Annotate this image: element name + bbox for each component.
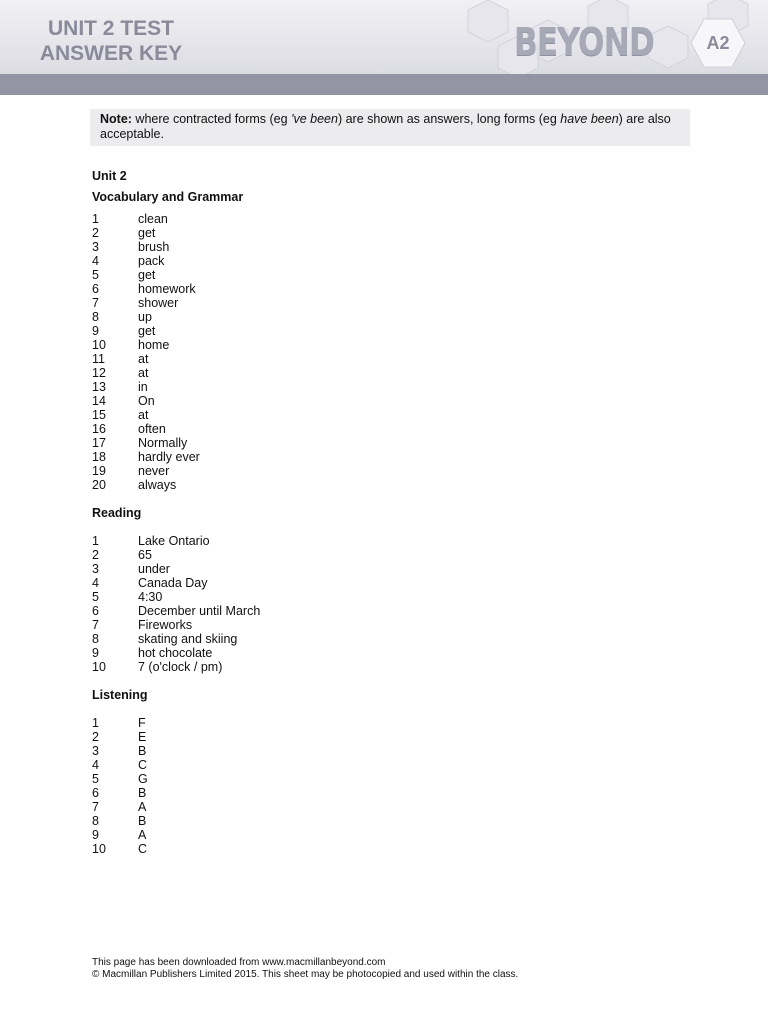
section-listening xyxy=(92,688,692,856)
answer-text: at xyxy=(138,366,149,380)
answer-text: under xyxy=(138,562,170,576)
footer-copyright: © Macmillan Publishers Limited 2015. This sheet may be photocopied and used within the class. xyxy=(92,969,519,980)
answer-number: 4 xyxy=(92,758,99,772)
page-footer xyxy=(92,957,518,981)
answer-row xyxy=(92,212,692,226)
answer-number: 5 xyxy=(92,772,99,786)
answer-number: 18 xyxy=(92,450,106,464)
answer-row xyxy=(92,758,692,772)
answer-text: Lake Ontario xyxy=(138,534,210,548)
answer-number: 2 xyxy=(92,226,99,240)
answer-number: 3 xyxy=(92,240,99,254)
answer-row xyxy=(92,716,692,730)
answer-text: 7 (o'clock / pm) xyxy=(138,660,223,674)
answer-row xyxy=(92,240,692,254)
answer-text: Fireworks xyxy=(138,618,193,632)
unit-heading: Unit 2 xyxy=(92,169,127,183)
answer-number: 9 xyxy=(92,828,99,842)
answer-text: brush xyxy=(138,240,170,254)
answer-text: On xyxy=(138,394,155,408)
level-badge: A2 xyxy=(706,33,730,53)
answer-row xyxy=(92,408,692,422)
answer-row xyxy=(92,296,692,310)
answer-row xyxy=(92,842,692,856)
answer-text: get xyxy=(138,268,156,282)
answer-number: 11 xyxy=(92,352,105,366)
answer-row xyxy=(92,814,692,828)
answer-number: 7 xyxy=(92,618,99,632)
answer-number: 13 xyxy=(92,380,106,394)
answer-number: 7 xyxy=(92,296,99,310)
note-text-3: ) are also acceptable. xyxy=(100,112,671,141)
answer-number: 19 xyxy=(92,464,106,478)
answer-number: 2 xyxy=(92,730,99,744)
answer-row xyxy=(92,548,692,562)
answer-text: G xyxy=(138,772,148,786)
answer-row xyxy=(92,786,692,800)
answer-text: shower xyxy=(138,296,179,310)
answer-text: B xyxy=(138,786,147,800)
answer-text: December until March xyxy=(138,604,261,618)
answer-text: E xyxy=(138,730,147,744)
answer-text: skating and skiing xyxy=(138,632,238,646)
title-line-1: UNIT 2 TEST xyxy=(47,17,174,40)
answer-number: 4 xyxy=(92,576,99,590)
answer-text: at xyxy=(138,408,149,422)
answer-number: 15 xyxy=(92,408,106,422)
answer-text: hot chocolate xyxy=(138,646,213,660)
answer-number: 8 xyxy=(92,814,99,828)
answer-text: get xyxy=(138,324,156,338)
answer-row xyxy=(92,310,692,324)
answer-key xyxy=(92,169,692,856)
answer-number: 6 xyxy=(92,786,99,800)
answer-row xyxy=(92,562,692,576)
answer-text: home xyxy=(138,338,170,352)
answer-row xyxy=(92,282,692,296)
answer-number: 1 xyxy=(92,534,99,548)
answer-text: A xyxy=(138,800,147,814)
answer-number: 12 xyxy=(92,366,106,380)
answer-text: clean xyxy=(138,212,168,226)
answer-text: pack xyxy=(138,254,165,268)
answer-text: at xyxy=(138,352,149,366)
answer-row xyxy=(92,772,692,786)
answer-number: 6 xyxy=(92,604,99,618)
answer-number: 7 xyxy=(92,800,99,814)
answer-row xyxy=(92,828,692,842)
note-example-1: 've been xyxy=(291,112,338,126)
answer-number: 10 xyxy=(92,842,106,856)
answer-row xyxy=(92,436,692,450)
answer-number: 10 xyxy=(92,660,106,674)
page-header xyxy=(0,0,768,74)
header-band xyxy=(0,74,768,95)
answer-row xyxy=(92,800,692,814)
answer-row xyxy=(92,646,692,660)
answer-row xyxy=(92,632,692,646)
answer-row xyxy=(92,534,692,548)
answer-number: 4 xyxy=(92,254,99,268)
answer-number: 6 xyxy=(92,282,99,296)
answer-number: 3 xyxy=(92,744,99,758)
answer-row xyxy=(92,576,692,590)
answer-row xyxy=(92,618,692,632)
answer-row xyxy=(92,660,692,674)
answer-text: C xyxy=(138,758,148,772)
section-title: Reading xyxy=(92,506,142,520)
section-title: Listening xyxy=(92,688,148,702)
answer-row xyxy=(92,268,692,282)
answer-number: 9 xyxy=(92,324,99,338)
answer-number: 2 xyxy=(92,548,99,562)
answer-text: homework xyxy=(138,282,196,296)
answer-row xyxy=(92,590,692,604)
answer-row xyxy=(92,450,692,464)
answer-row xyxy=(92,604,692,618)
answer-row xyxy=(92,380,692,394)
answer-number: 17 xyxy=(92,436,106,450)
answer-text: up xyxy=(138,310,152,324)
answer-number: 5 xyxy=(92,590,99,604)
answer-row xyxy=(92,478,692,492)
answer-number: 9 xyxy=(92,646,99,660)
answer-number: 5 xyxy=(92,268,99,282)
answer-row xyxy=(92,254,692,268)
answer-text: 65 xyxy=(138,548,152,562)
note-box xyxy=(90,109,690,146)
answer-number: 8 xyxy=(92,310,99,324)
answer-row xyxy=(92,324,692,338)
brand-logo: BEYOND xyxy=(514,20,655,64)
answer-row xyxy=(92,394,692,408)
answer-list xyxy=(92,212,692,492)
answer-number: 3 xyxy=(92,562,99,576)
answer-number: 1 xyxy=(92,716,99,730)
note-text-1: where contracted forms (eg xyxy=(131,112,292,126)
footer-source: This page has been downloaded from www.macmillanbeyond.com xyxy=(92,957,386,968)
answer-row xyxy=(92,744,692,758)
answer-number: 20 xyxy=(92,478,106,492)
section-title: Vocabulary and Grammar xyxy=(92,190,244,204)
note-text-2: ) are shown as answers, long forms (eg xyxy=(337,112,561,126)
answer-number: 10 xyxy=(92,338,106,352)
answer-text: Normally xyxy=(138,436,188,450)
answer-text: B xyxy=(138,744,147,758)
answer-text: always xyxy=(138,478,177,492)
answer-text: A xyxy=(138,828,147,842)
answer-row xyxy=(92,464,692,478)
answer-list xyxy=(92,534,692,674)
section-reading xyxy=(92,506,692,674)
answer-row xyxy=(92,422,692,436)
answer-text: in xyxy=(138,380,148,394)
title-line-2: ANSWER KEY xyxy=(39,42,183,65)
answer-row xyxy=(92,338,692,352)
answer-text: 4:30 xyxy=(138,590,163,604)
answer-text: B xyxy=(138,814,147,828)
answer-number: 14 xyxy=(92,394,106,408)
answer-number: 8 xyxy=(92,632,99,646)
answer-row xyxy=(92,366,692,380)
page-title xyxy=(0,16,222,66)
answer-row xyxy=(92,352,692,366)
answer-row xyxy=(92,226,692,240)
answer-number: 1 xyxy=(92,212,99,226)
note-example-2: have been xyxy=(560,112,619,126)
section-vocabulary-grammar xyxy=(92,190,692,492)
answer-text: get xyxy=(138,226,156,240)
answer-text: Canada Day xyxy=(138,576,208,590)
answer-text: often xyxy=(138,422,166,436)
answer-text: hardly ever xyxy=(138,450,200,464)
answer-row xyxy=(92,730,692,744)
answer-text: C xyxy=(138,842,148,856)
answer-list xyxy=(92,716,692,856)
answer-text: never xyxy=(138,464,170,478)
answer-text: F xyxy=(138,716,146,730)
answer-number: 16 xyxy=(92,422,106,436)
note-label: Note: xyxy=(100,112,132,126)
